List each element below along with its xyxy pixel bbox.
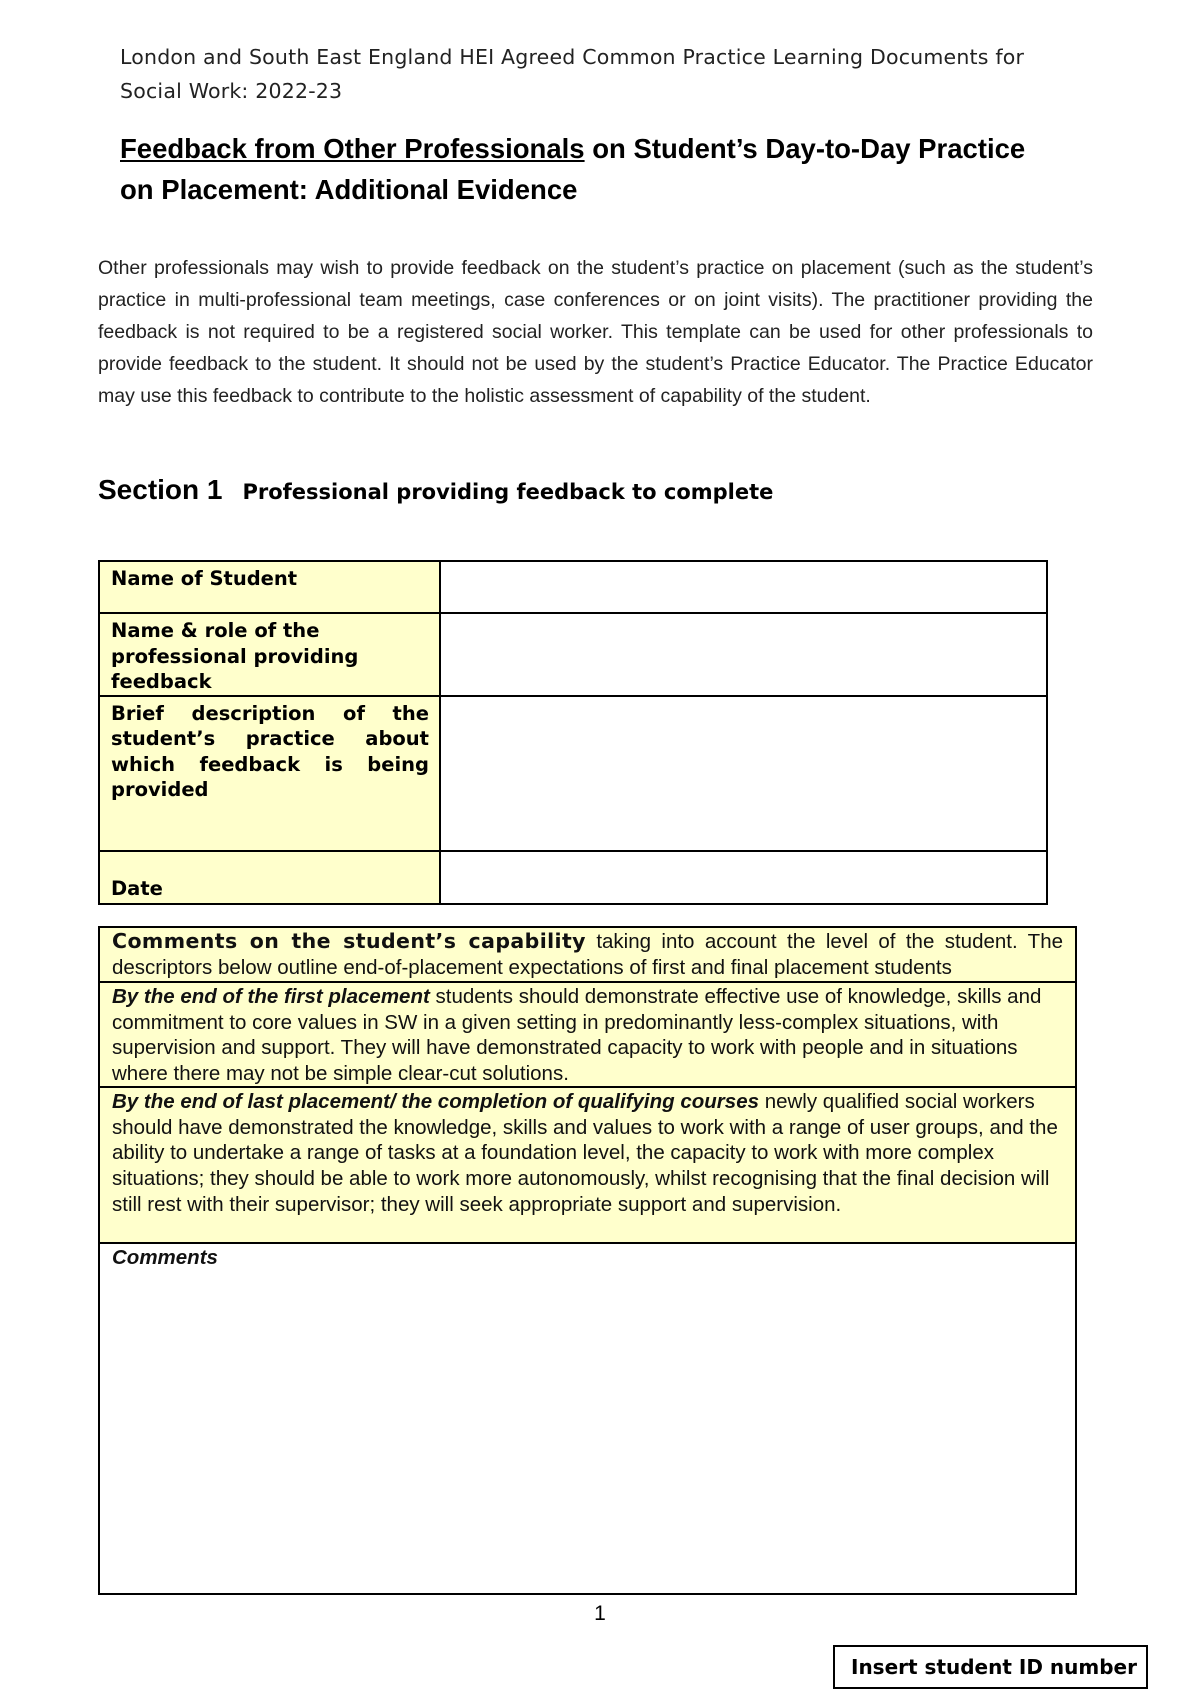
comments-label: Comments: [112, 1246, 218, 1269]
capability-heading: Comments on the student’s capability: [112, 929, 586, 953]
date-field[interactable]: [440, 851, 1047, 904]
last-placement-text: newly qualified social workers should have demonstrated the knowledge, skills and values to work with a range of user groups, and the ability to undertake a range of tasks at a foundation level, the capacity to work with more complex situations; they should be able to work more autonomously, whilst recognising that the final decision will still rest with their supervisor; they will seek appropriate support and supervision.: [112, 1090, 1058, 1216]
section-heading: [98, 474, 773, 506]
comments-table: [98, 926, 1077, 1595]
last-placement-heading: By the end of last placement/ the completion of qualifying courses: [112, 1090, 759, 1113]
last-placement-row: [99, 1087, 1076, 1243]
title-line-2: on Placement: Additional Evidence: [120, 174, 578, 205]
header-line-2: Social Work: 2022-23: [120, 79, 343, 103]
title-underlined: Feedback from Other Professionals: [120, 133, 585, 164]
capability-text: taking into account the level of the student. The descriptors below outline end-of-placement expectations of first and final placement students: [112, 930, 1063, 979]
professional-name-role-field[interactable]: [440, 613, 1047, 696]
name-of-student-label: Name of Student: [99, 561, 440, 613]
student-id-box[interactable]: Insert student ID number: [833, 1645, 1148, 1689]
first-placement-heading: By the end of the first placement: [112, 985, 430, 1008]
professional-name-role-label: Name & role of the professional providing feedback: [99, 613, 440, 696]
header-line-1: London and South East England HEI Agreed Common Practice Learning Documents for: [120, 45, 1025, 69]
first-placement-row: [99, 982, 1076, 1087]
page-title: [120, 128, 1100, 210]
brief-description-field[interactable]: [440, 696, 1047, 851]
brief-description-label: Brief description of the student’s practice about which feedback is being provided: [99, 696, 440, 851]
date-label: Date: [99, 851, 440, 904]
capability-row: [99, 927, 1076, 982]
intro-paragraph: Other professionals may wish to provide feedback on the student’s practice on placement (such as the student’s practice in multi-professional team meetings, case conferences or on joint visits). The practitioner providing the feedback is not required to be a registered social worker. This template can be used for other professionals to provide feedback to the student. It should not be used by the student’s Practice Educator. The Practice Educator may use this feedback to contribute to the holistic assessment of capability of the student.: [98, 257, 1093, 407]
title-rest: on Student’s Day-to-Day Practice: [584, 133, 1026, 164]
section-subtitle: Professional providing feedback to complete: [242, 480, 774, 504]
section-number: Section 1: [98, 474, 223, 505]
student-details-table: [98, 560, 1048, 905]
first-placement-text: students should demonstrate effective use of knowledge, skills and commitment to core values in SW in a given setting in predominantly less-complex situations, with supervision and support. They will have demonstrated capacity to work with people and in situations where there may not be simple clear-cut solutions.: [112, 985, 1042, 1086]
comments-field[interactable]: [99, 1243, 1076, 1594]
document-header: [120, 40, 1100, 108]
page-number: 1: [594, 1602, 606, 1625]
name-of-student-field[interactable]: [440, 561, 1047, 613]
